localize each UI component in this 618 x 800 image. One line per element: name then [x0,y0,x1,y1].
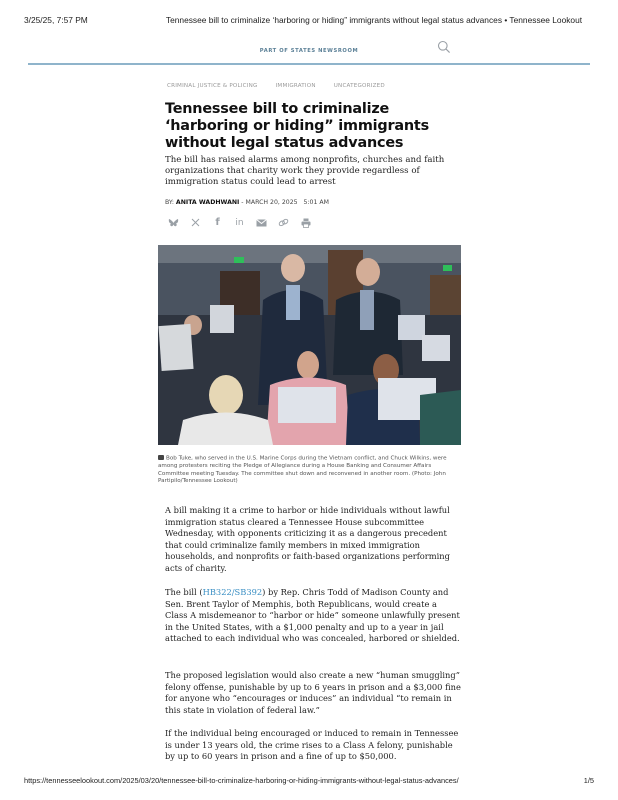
protest-photo-illustration [158,245,461,445]
site-header [28,40,590,64]
category-tags [167,83,385,89]
p2-before: The bill ( [165,587,203,597]
search-icon[interactable] [437,40,451,54]
publish-time: 5:01 AM [303,199,329,206]
article-headline: Tennessee bill to criminalize ‘harboring or hiding” immigrants without legal status advances [165,101,429,151]
header-divider [28,63,590,65]
print-footer [24,776,594,785]
states-newsroom-link[interactable]: PART OF STATES NEWSROOM [259,48,359,54]
byline-separator: - [239,199,246,206]
print-url: https://tennesseelookout.com/2025/03/20/tennessee-bill-to-criminalize-harboring-or-hiding-immigrants-without-legal-status-advances/ [24,776,459,785]
publish-date: MARCH 20, 2025 [245,199,298,206]
bluesky-icon[interactable] [167,216,180,229]
paragraph-3 [165,670,461,716]
paragraph-4 [165,728,461,763]
author-link[interactable]: ANITA WADHWANI [175,199,240,206]
category-uncategorized[interactable]: UNCATEGORIZED [333,83,385,89]
linkedin-icon[interactable]: in [235,217,244,228]
byline-prefix: BY: [165,199,176,206]
print-page-title: Tennessee bill to criminalize ‘harboring or hiding” immigrants without legal status advances • Tennessee Lookout [165,15,583,25]
camera-icon [158,455,164,460]
category-criminal-justice[interactable]: CRIMINAL JUSTICE & POLICING [167,83,258,89]
byline [165,199,329,206]
bill-link[interactable]: HB322/SB392 [202,587,263,597]
email-icon[interactable] [255,216,268,229]
x-icon[interactable] [189,216,202,229]
paragraph-2 [165,587,461,645]
category-immigration[interactable]: IMMIGRATION [275,83,316,89]
print-header [24,14,594,26]
paragraph-3-text: The proposed legislation would also create a new “human smuggling” felony offense, punishable by up to 6 years in prison and a $3,000 fine for anyone who “encourages or induces” an individual “to remain in this state in violation of federal law.” [165,670,461,715]
photo-caption [158,455,463,486]
article-photo[interactable] [158,245,461,445]
caption-text: Bob Tuke, who served in the U.S. Marine Corps during the Vietnam conflict, and Chuck Wilkins, were among protesters reciting the Pledge of Allegiance during a House Banking and Consumer Affairs Committee meeting Tuesday. The committee shut down and reconvened in another room. (Photo: John Partipilo/Tennessee Lookout) [158,455,447,485]
link-icon[interactable] [277,216,290,229]
paragraph-2-text [165,587,461,645]
article-dek: The bill has raised alarms among nonprofits, churches and faith organizations that charity work they provide regardless of immigration status could lead to arrest [165,155,445,187]
print-page-number: 1/5 [583,776,594,785]
paragraph-4-text: If the individual being encouraged or induced to remain in Tennessee is under 13 years old, the crime rises to a Class A felony, punishable by up to 60 years in prison and a fine of up to $50,000. [165,728,459,762]
paragraph-1-text: A bill making it a crime to harbor or hide individuals without lawful immigration status cleared a Tennessee House subcommittee Wednesday, with opponents criticizing it as a dangerous precedent that could criminalize family members in mixed immigration households, and nonprofits or faith-based organizations performing acts of charity. [165,505,450,573]
paragraph-1 [165,505,461,575]
print-datetime: 3/25/25, 7:57 PM [24,15,88,25]
facebook-icon[interactable]: f [215,217,220,228]
share-bar [167,216,312,229]
p2-after: ) by Rep. Chris Todd of Madison County and Sen. Brent Taylor of Memphis, both Republicans, would create a Class A misdemeanor to “harbor or hide” someone unlawfully present in the United States, with a $1,000 penalty and up to a year in jail attached to each individual who was concealed, harbored or shielded. [165,587,460,644]
print-icon[interactable] [299,216,312,229]
